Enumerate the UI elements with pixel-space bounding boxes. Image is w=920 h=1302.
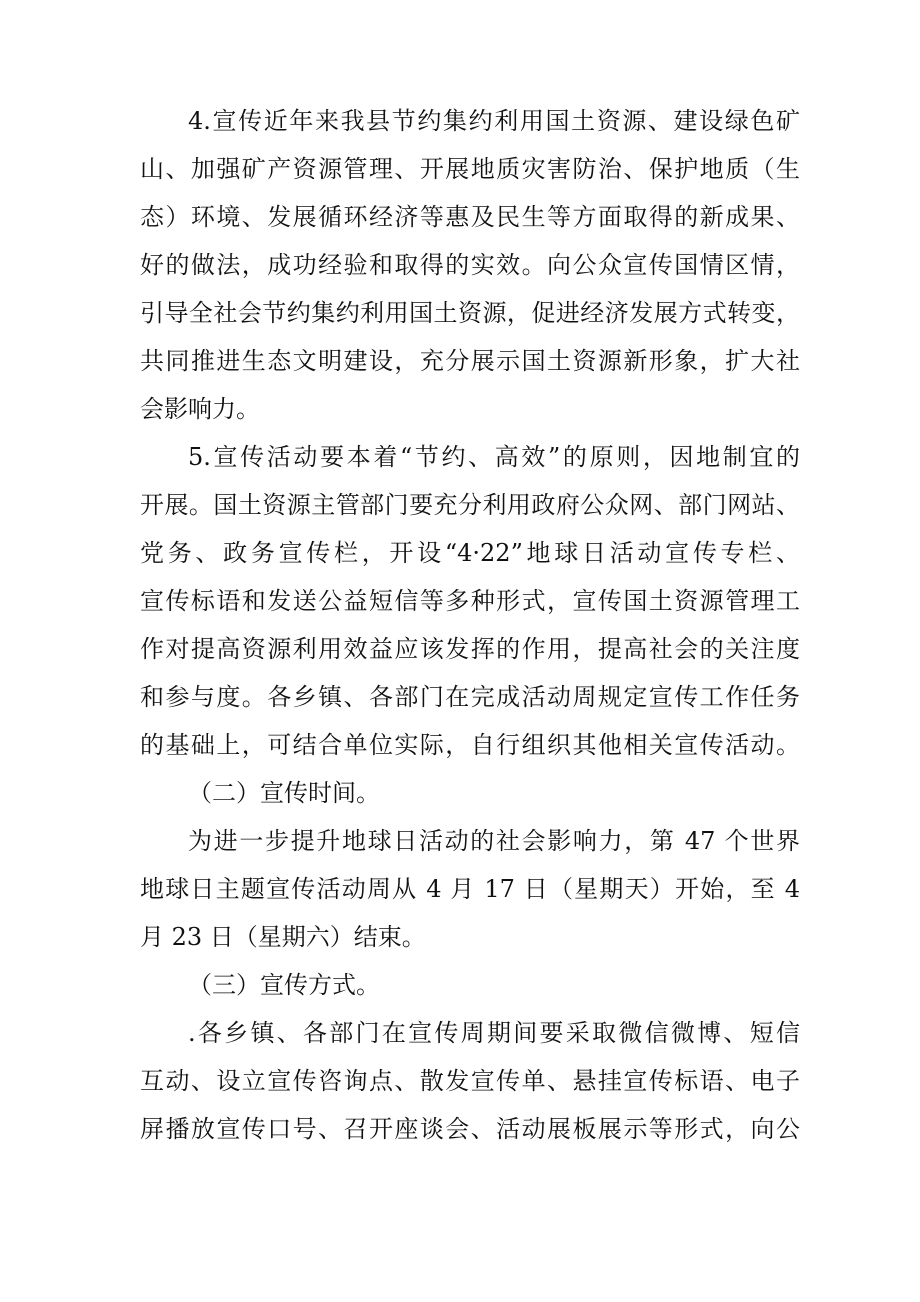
- section-heading-mode: （三）宣传方式。: [188, 971, 380, 999]
- paragraph-4-line-7: 会影响力。: [140, 395, 260, 423]
- paragraph-4-line-1: 4.宣传近年来我县节约集约利用国土资源、建设绿色矿: [188, 107, 800, 135]
- paragraph-5-line-6: 和参与度。各乡镇、各部门在完成活动周规定宣传工作任务: [140, 683, 800, 711]
- paragraph-5-line-7: 的基础上，可结合单位实际，自行组织其他相关宣传活动。: [140, 731, 800, 759]
- mode-paragraph-line-3: 屏播放宣传口号、召开座谈会、活动展板展示等形式，向公: [140, 1115, 800, 1143]
- paragraph-5-line-3: 党务、政务宣传栏，开设“4·22”地球日活动宣传专栏、: [140, 539, 800, 567]
- paragraph-5-line-4: 宣传标语和发送公益短信等多种形式，宣传国土资源管理工: [140, 587, 800, 615]
- time-paragraph-line-3: 月 23 日（星期六）结束。: [140, 923, 426, 951]
- time-paragraph-line-1: 为进一步提升地球日活动的社会影响力，第 47 个世界: [188, 827, 800, 855]
- section-heading-time: （二）宣传时间。: [188, 779, 380, 807]
- paragraph-5-line-5: 作对提高资源利用效益应该发挥的作用，提高社会的关注度: [140, 635, 800, 663]
- paragraph-4-line-3: 态）环境、发展循环经济等惠及民生等方面取得的新成果、: [140, 203, 800, 231]
- paragraph-5-line-1: 5.宣传活动要本着“节约、高效”的原则，因地制宜的: [188, 443, 800, 471]
- paragraph-4-line-6: 共同推进生态文明建设，充分展示国土资源新形象，扩大社: [140, 347, 800, 375]
- paragraph-5-line-2: 开展。国土资源主管部门要充分利用政府公众网、部门网站、: [140, 491, 800, 519]
- mode-paragraph-line-1: .各乡镇、各部门在宣传周期间要采取微信微博、短信: [188, 1019, 800, 1047]
- paragraph-4-line-2: 山、加强矿产资源管理、开展地质灾害防治、保护地质（生: [140, 155, 800, 183]
- time-paragraph-line-2: 地球日主题宣传活动周从 4 月 17 日（星期天）开始，至 4: [140, 875, 800, 903]
- paragraph-4-line-5: 引导全社会节约集约利用国土资源，促进经济发展方式转变，: [140, 299, 800, 327]
- mode-paragraph-line-2: 互动、设立宣传咨询点、散发宣传单、悬挂宣传标语、电子: [140, 1067, 800, 1095]
- paragraph-4-line-4: 好的做法，成功经验和取得的实效。向公众宣传国情区情，: [140, 251, 800, 279]
